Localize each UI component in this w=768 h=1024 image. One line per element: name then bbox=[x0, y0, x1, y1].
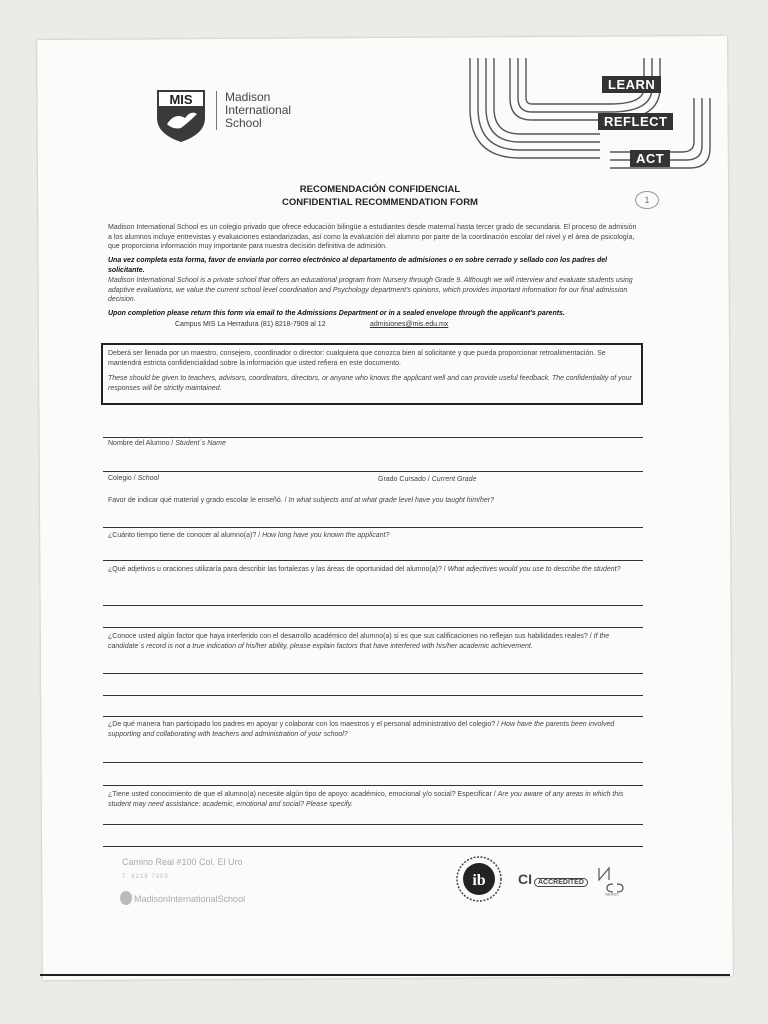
neasc-logo bbox=[595, 862, 629, 896]
page-number: 1 bbox=[635, 191, 659, 209]
answer-line[interactable] bbox=[103, 846, 643, 847]
ib-logo bbox=[455, 855, 503, 903]
answer-line[interactable] bbox=[103, 716, 643, 717]
question-time-known: ¿Cuánto tiempo tiene de conocer al alumno(a)? / How long have you known the applicant? bbox=[108, 532, 390, 539]
title-en: CONFIDENTIAL RECOMMENDATION FORM bbox=[282, 197, 478, 208]
answer-line[interactable] bbox=[103, 695, 643, 696]
school-name-line: International bbox=[225, 103, 292, 117]
mis-logo bbox=[155, 88, 207, 144]
answer-line[interactable] bbox=[103, 824, 643, 825]
student-name-label: Nombre del Alumno / Student´s Name bbox=[108, 440, 226, 447]
answer-line[interactable] bbox=[103, 527, 643, 528]
answer-line[interactable] bbox=[103, 605, 643, 606]
svg-text:NEASC: NEASC bbox=[605, 891, 619, 896]
notice-es: Deberá ser llenada por un maestro, consejero, coordinador o director: cualquiera que conozca bien al solicitante y que pueda proporcionar retroalimentación. Se mantendrá estricta confidencialidad sobre la información que usted refiera en este documento. bbox=[108, 350, 606, 367]
intro-es-text: Madison International School es un colegio privado que ofrece educación bilingüe a estudiantes desde maternal hasta tercer grado de secundaria. El proceso de admisión a los alumnos incluye entrevistas y evaluaciones estandarizadas, así como la evaluación del alumno por parte de la coordinación escolar del nivel y el área de psicología, que proporciona información muy importante para nuestra decisión definitiva de admisión. bbox=[108, 224, 637, 250]
title-es: RECOMENDACIÓN CONFIDENCIAL bbox=[299, 184, 461, 195]
intro-en-instruction: Upon completion please return this form via email to the Admissions Department or in a sealed envelope through the applicant's parents. bbox=[108, 310, 565, 317]
decorative-track-graphic bbox=[460, 58, 715, 178]
svg-text:ib: ib bbox=[472, 872, 486, 889]
school-name-line: Madison bbox=[225, 90, 271, 104]
footer-phone: T. 8218 7909 bbox=[122, 874, 169, 880]
answer-line[interactable] bbox=[103, 673, 643, 674]
grade-label: Grado Cursado / Current Grade bbox=[378, 476, 477, 483]
question-interfering-factors: ¿Conoce usted algún factor que haya interferido con el desarrollo académico del alumno(a) si es que sus calificaciones no reflejan sus habilidades reales? / If the candidate´s record is not a true indication of his/her ability, please explain factors that have interfered with his/her academic achievement. bbox=[108, 633, 610, 650]
intro-es-instruction: Una vez completa esta forma, favor de enviarla por correo electrónico al departamento de admisiones o en sobre cerrado y sellado con los padres del solicitante. bbox=[108, 257, 608, 274]
footer-address: Camino Real #100 Col. El Uro bbox=[122, 857, 243, 867]
question-assistance-needs: ¿Tiene usted conocimiento de que el alumno(a) necesite algún tipo de apoyo: académico, emocional y/o social? Especificar / Are you aware of any areas in which this student may need assistance: academic, emotional and social? Please specify. bbox=[108, 791, 624, 808]
tag-learn: LEARN bbox=[602, 76, 661, 93]
answer-line[interactable] bbox=[103, 785, 643, 786]
intro-en-text: Madison International School is a private school that offers an educational program from Nursery through Grade 9. Although we will interview and evaluate students using adaptive evaluations, we value the current school level coordination and Psychology department's opinions, which provides important information for our final admission decision. bbox=[108, 277, 633, 303]
logo-text: MIS bbox=[169, 92, 193, 107]
admissions-email-link[interactable]: admisiones@mis.edu.mx bbox=[370, 321, 449, 328]
notice-en: These should be given to teachers, advisors, coordinators, directors, or anyone who knows the applicant well and can provide useful feedback. The confidentiality of your responses will be strictly maintained. bbox=[108, 375, 632, 392]
confidentiality-notice bbox=[101, 343, 643, 405]
question-adjectives: ¿Qué adjetivos u oraciones utilizaría para describir las fortalezas y las áreas de oportunidad del alumno(a)? / What adjectives would you use to describe the student? bbox=[108, 566, 621, 573]
question-subjects: Favor de indicar qué material y grado escolar le enseñó. / In what subjects and at what grade level have you taught him/her? bbox=[108, 497, 495, 504]
tag-reflect: REFLECT bbox=[598, 113, 673, 130]
school-line[interactable] bbox=[103, 471, 643, 472]
campus-phone: Campus MIS La Herradura (81) 8218-7909 al 12 bbox=[175, 321, 326, 328]
answer-line[interactable] bbox=[103, 560, 643, 561]
school-name bbox=[216, 91, 345, 130]
answer-line[interactable] bbox=[103, 627, 643, 628]
footer-social-handle: MadisonInternationalSchool bbox=[134, 894, 246, 904]
question-parent-involvement: ¿De qué manera han participado los padres en apoyar y colaborar con los maestros y el personal administrativo del colegio? / How have the parents been involved supporting and collaborating with teachers and administration of your school? bbox=[108, 721, 615, 738]
facebook-icon bbox=[120, 891, 132, 905]
student-name-line[interactable] bbox=[103, 437, 643, 438]
cis-logo: CI ACCREDITED bbox=[518, 871, 588, 887]
answer-line[interactable] bbox=[103, 762, 643, 763]
school-name-line: School bbox=[225, 116, 262, 130]
school-label: Colegio / School bbox=[108, 475, 159, 482]
tag-act: ACT bbox=[630, 150, 670, 167]
scan-edge bbox=[40, 974, 730, 976]
